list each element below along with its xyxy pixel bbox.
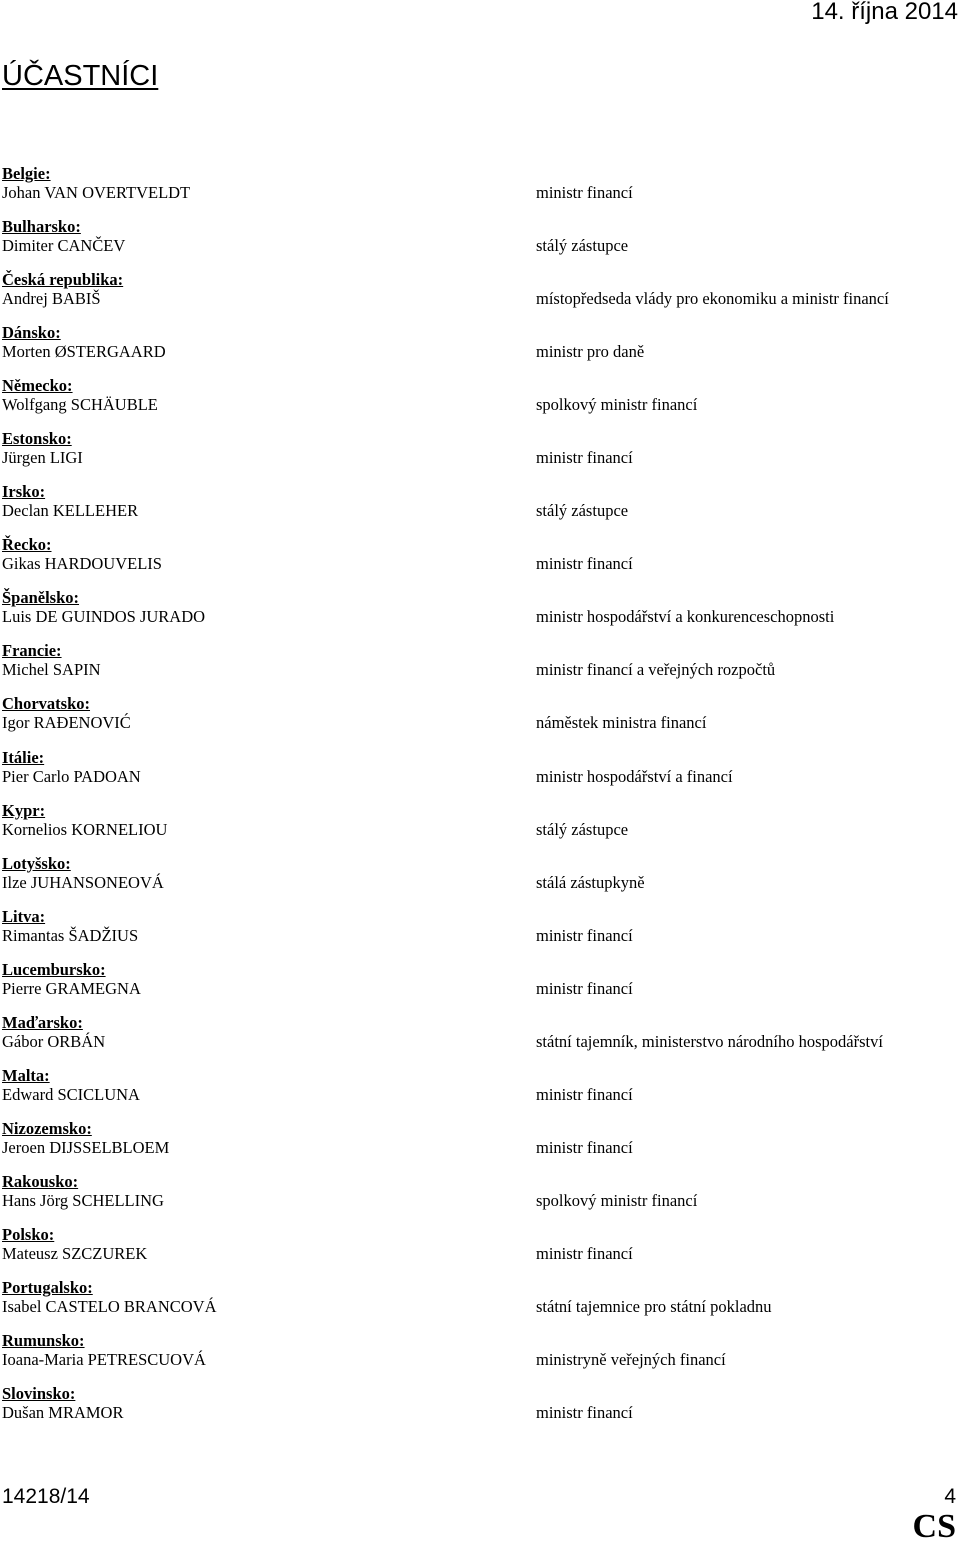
participant-row: [2, 482, 952, 535]
participant-name: Pier Carlo PADOAN: [2, 766, 141, 786]
participant-role: ministr hospodářství a konkurenceschopnosti: [536, 607, 835, 627]
document-date: 14. října 2014: [811, 0, 958, 25]
country-label: Rumunsko:: [2, 1331, 85, 1351]
country-label: Lucembursko:: [2, 959, 106, 979]
participant-row: [2, 1119, 952, 1172]
participant-row: [2, 164, 952, 217]
country-label: Řecko:: [2, 535, 52, 555]
country-label: Estonsko:: [2, 429, 72, 449]
participant-name: Dušan MRAMOR: [2, 1403, 124, 1423]
participant-name: Igor RAĐENOVIĆ: [2, 713, 131, 733]
participant-name: Gábor ORBÁN: [2, 1031, 106, 1051]
page-number: 4: [944, 1485, 956, 1508]
participant-role: stálá zástupkyně: [536, 872, 645, 892]
country-label: Německo:: [2, 376, 73, 396]
participant-role: ministr financí: [536, 925, 633, 945]
participant-row: [2, 748, 952, 801]
participant-name: Michel SAPIN: [2, 660, 101, 680]
participant-role: ministr hospodářství a financí: [536, 766, 733, 786]
participant-name: Andrej BABIŠ: [2, 289, 101, 309]
participant-role: spolkový ministr financí: [536, 1190, 698, 1210]
participant-name: Luis DE GUINDOS JURADO: [2, 607, 206, 627]
participant-role: ministr financí a veřejných rozpočtů: [536, 660, 776, 680]
participant-name: Morten ØSTERGAARD: [2, 342, 166, 362]
participant-name: Isabel CASTELO BRANCOVÁ: [2, 1296, 217, 1316]
country-label: Belgie:: [2, 164, 51, 183]
participant-name: Jürgen LIGI: [2, 448, 83, 468]
participant-role: spolkový ministr financí: [536, 395, 698, 415]
participant-name: Gikas HARDOUVELIS: [2, 554, 162, 574]
country-label: Malta:: [2, 1065, 50, 1085]
participant-role: ministr pro daně: [536, 342, 645, 362]
document-number: 14218/14: [2, 1485, 90, 1508]
participant-role: ministryně veřejných financí: [536, 1350, 726, 1370]
participant-role: ministr financí: [536, 554, 633, 574]
participant-row: [2, 1172, 952, 1225]
participant-role: stálý zástupce: [536, 819, 629, 839]
country-label: Polsko:: [2, 1224, 55, 1244]
participant-row: [2, 217, 952, 270]
participant-name: Wolfgang SCHÄUBLE: [2, 395, 158, 415]
participant-name: Jeroen DIJSSELBLOEM: [2, 1137, 170, 1157]
participant-role: stálý zástupce: [536, 236, 629, 256]
participant-row: [2, 376, 952, 429]
participants-list: [2, 164, 952, 1437]
participant-row: [2, 1066, 952, 1119]
country-label: Portugalsko:: [2, 1277, 93, 1297]
participant-name: Mateusz SZCZUREK: [2, 1243, 148, 1263]
participant-row: [2, 907, 952, 960]
participant-name: Hans Jörg SCHELLING: [2, 1190, 164, 1210]
participant-name: Johan VAN OVERTVELDT: [2, 183, 191, 202]
country-label: Irsko:: [2, 482, 46, 502]
participant-role: stálý zástupce: [536, 501, 629, 521]
language-code: CS: [912, 1508, 956, 1545]
participant-name: Dimiter CANČEV: [2, 236, 126, 256]
participant-name: Ioana-Maria PETRESCUOVÁ: [2, 1350, 206, 1370]
participant-role: ministr financí: [536, 978, 633, 998]
participant-role: ministr financí: [536, 183, 633, 202]
participant-role: ministr financí: [536, 448, 633, 468]
participant-row: [2, 1013, 952, 1066]
participant-role: státní tajemník, ministerstvo národního hospodářství: [536, 1031, 883, 1051]
country-label: Dánsko:: [2, 323, 61, 343]
participant-row: [2, 270, 952, 323]
country-label: Španělsko:: [2, 588, 80, 608]
participant-role: ministr financí: [536, 1137, 633, 1157]
country-label: Itálie:: [2, 747, 45, 767]
participant-name: Kornelios KORNELIOU: [2, 819, 168, 839]
participant-row: [2, 588, 952, 641]
participant-row: [2, 1384, 952, 1437]
country-label: Chorvatsko:: [2, 694, 91, 714]
country-label: Slovinsko:: [2, 1384, 76, 1404]
participant-row: [2, 694, 952, 747]
participant-row: [2, 1331, 952, 1384]
participant-row: [2, 960, 952, 1013]
page-title: ÚČASTNÍCI: [2, 60, 159, 92]
participant-name: Edward SCICLUNA: [2, 1084, 140, 1104]
participant-row: [2, 854, 952, 907]
country-label: Lotyšsko:: [2, 853, 71, 873]
country-label: Nizozemsko:: [2, 1118, 92, 1138]
participant-role: ministr financí: [536, 1084, 633, 1104]
participant-row: [2, 1225, 952, 1278]
participant-row: [2, 535, 952, 588]
participant-row: [2, 641, 952, 694]
country-label: Kypr:: [2, 800, 46, 820]
participant-role: náměstek ministra financí: [536, 713, 707, 733]
country-label: Bulharsko:: [2, 217, 81, 237]
participant-name: Rimantas ŠADŽIUS: [2, 925, 139, 945]
participant-role: místopředseda vlády pro ekonomiku a ministr financí: [536, 289, 889, 309]
participant-role: ministr financí: [536, 1243, 633, 1263]
country-label: Litva:: [2, 906, 46, 926]
participant-name: Declan KELLEHER: [2, 501, 139, 521]
participant-role: státní tajemnice pro státní pokladnu: [536, 1296, 772, 1316]
participant-row: [2, 429, 952, 482]
participant-row: [2, 801, 952, 854]
participant-row: [2, 323, 952, 376]
participant-role: ministr financí: [536, 1403, 633, 1423]
participant-row: [2, 1278, 952, 1331]
country-label: Maďarsko:: [2, 1012, 83, 1032]
participant-name: Pierre GRAMEGNA: [2, 978, 141, 998]
country-label: Česká republika:: [2, 270, 124, 290]
participant-name: Ilze JUHANSONEOVÁ: [2, 872, 164, 892]
country-label: Rakousko:: [2, 1171, 79, 1191]
country-label: Francie:: [2, 641, 62, 661]
